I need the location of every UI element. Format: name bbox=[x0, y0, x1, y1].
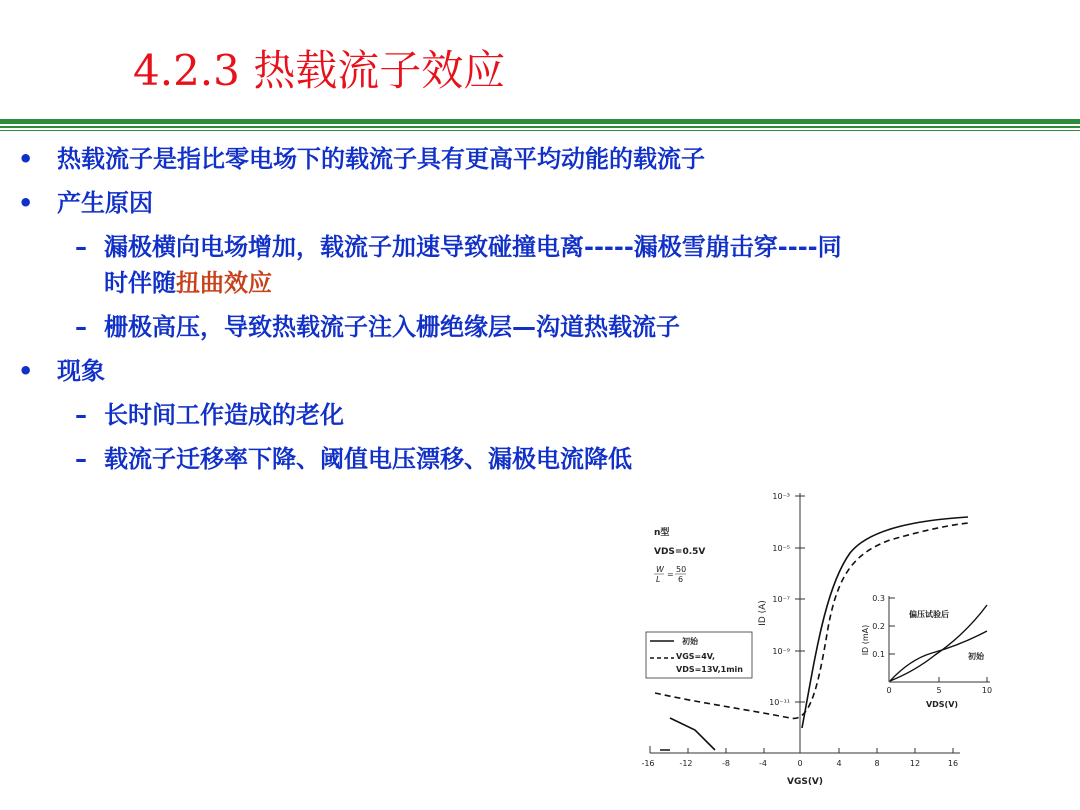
legend-stress-1: VGS=4V, bbox=[676, 652, 715, 661]
dash-marker: – bbox=[75, 313, 87, 341]
sub-bullet-drain-field: 漏极横向电场增加，载流子加速导致碰撞电离-----漏极雪崩击穿----同 bbox=[104, 233, 842, 261]
sub-bullet-degradation: 载流子迁移率下降、阈值电压漂移、漏极电流降低 bbox=[104, 445, 632, 473]
note-w: W bbox=[656, 565, 664, 574]
inset-x-tick-label: 5 bbox=[936, 686, 942, 695]
x-tick-label: 12 bbox=[909, 759, 921, 768]
x-tick-label: -12 bbox=[679, 759, 693, 768]
inset-x-axis-label: VDS(V) bbox=[925, 700, 959, 709]
sub-bullet-gate-voltage: 栅极高压，导致热载流子注入栅绝缘层—沟道热载流子 bbox=[104, 313, 680, 341]
note-l: L bbox=[656, 575, 661, 584]
dash-marker: – bbox=[75, 401, 87, 429]
title-rule-thin bbox=[0, 126, 1080, 128]
highlight-kink-effect: 扭曲效应 bbox=[176, 269, 272, 297]
x-tick-label: 0 bbox=[797, 759, 803, 768]
inset-y-axis-label: ID (mA) bbox=[861, 624, 870, 656]
x-tick-label: -4 bbox=[759, 759, 767, 768]
inset-x-tick-label: 10 bbox=[981, 686, 993, 695]
inset-y-tick-label: 0.2 bbox=[872, 622, 885, 631]
note-type: n型 bbox=[654, 528, 670, 538]
title-rule-thin-2 bbox=[0, 130, 1080, 131]
y-tick-label: 10⁻⁵ bbox=[772, 544, 790, 553]
sub-bullet-aging: 长时间工作造成的老化 bbox=[104, 401, 344, 429]
bullet-phenomena: 现象 bbox=[57, 357, 105, 385]
y-axis-label: ID (A) bbox=[758, 600, 768, 626]
sub-bullet-drain-field-cont bbox=[104, 265, 272, 301]
inset-x-tick-label: 0 bbox=[886, 686, 892, 695]
legend-stress-2: VDS=13V,1min bbox=[676, 665, 743, 674]
dash-marker: – bbox=[75, 233, 87, 261]
y-tick-label: 10⁻⁹ bbox=[772, 647, 790, 656]
x-tick-label: 8 bbox=[874, 759, 880, 768]
y-tick-label: 10⁻³ bbox=[772, 492, 790, 501]
inset-label-initial: 初始 bbox=[968, 652, 984, 661]
legend-initial: 初始 bbox=[682, 637, 698, 646]
note-vds: VDS=0.5V bbox=[654, 547, 706, 557]
bullet-marker: • bbox=[18, 189, 34, 217]
inset-y-tick-label: 0.1 bbox=[872, 650, 885, 659]
bullet-marker: • bbox=[18, 145, 34, 173]
x-tick-label: -16 bbox=[641, 759, 655, 768]
id-vgs-figure bbox=[640, 488, 1010, 798]
note-eq: = bbox=[667, 570, 674, 579]
bullet-definition: 热载流子是指比零电场下的载流子具有更高平均动能的载流子 bbox=[57, 145, 705, 173]
bullet-marker: • bbox=[18, 357, 34, 385]
title-rule-thick bbox=[0, 119, 1080, 124]
x-tick-label: 16 bbox=[947, 759, 959, 768]
x-tick-label: 4 bbox=[836, 759, 842, 768]
text-segment: 时伴随 bbox=[104, 269, 176, 297]
slide-title: 4.2.3 热载流子效应 bbox=[133, 46, 506, 95]
x-tick-label: -8 bbox=[722, 759, 730, 768]
dash-marker: – bbox=[75, 445, 87, 473]
bullet-causes: 产生原因 bbox=[57, 189, 153, 217]
note-50: 50 bbox=[676, 565, 687, 574]
y-tick-label: 10⁻⁷ bbox=[772, 595, 790, 604]
note-6: 6 bbox=[678, 575, 684, 584]
x-axis-label: VGS(V) bbox=[786, 777, 824, 787]
inset-label-after-stress: 偏压试验后 bbox=[909, 610, 949, 619]
inset-y-tick-label: 0.3 bbox=[872, 594, 885, 603]
y-tick-label: 10⁻¹¹ bbox=[769, 698, 790, 707]
